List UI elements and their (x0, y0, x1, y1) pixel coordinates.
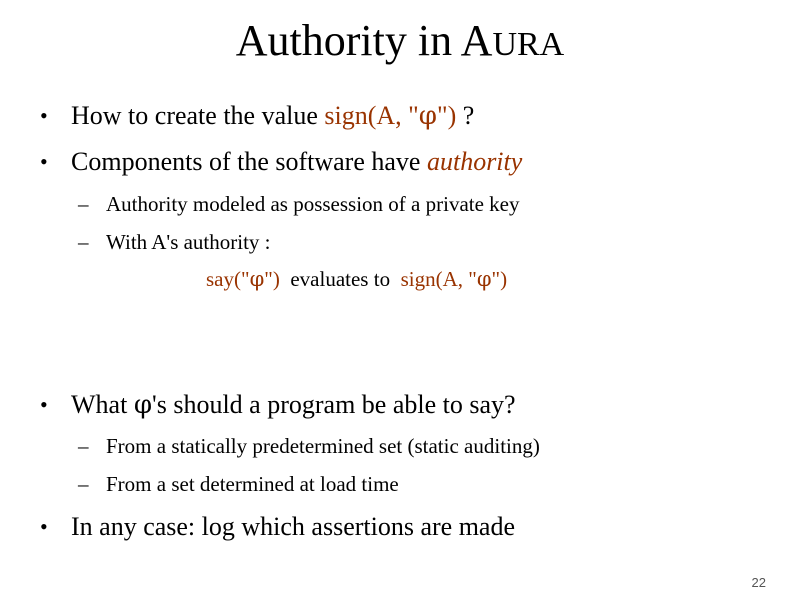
bullet-marker: • (40, 149, 48, 174)
dash-marker: – (78, 192, 89, 216)
bullet-text (71, 389, 516, 421)
bullet-text (71, 100, 474, 132)
bullet-2-text: Components of the software have (71, 147, 427, 176)
bullet-marker: • (40, 103, 48, 128)
phi-symbol: φ (418, 101, 437, 131)
phi-symbol: φ (249, 267, 265, 291)
sub-bullet-text: From a set determined at load time (106, 472, 399, 496)
say-open: say(" (206, 267, 250, 291)
bullet-1-suffix: ? (456, 101, 475, 130)
sign-open: sign(A, " (400, 267, 477, 291)
sub-bullet-text: With A's authority : (106, 230, 271, 254)
bullet-3-prefix: What (71, 390, 134, 419)
evaluates-to-text: evaluates to (279, 267, 401, 291)
dash-marker: – (78, 434, 89, 458)
phi-symbol: φ (476, 267, 492, 291)
dash-marker: – (78, 472, 89, 496)
authority-emphasis: authority (426, 147, 523, 176)
bullet-text (71, 146, 522, 178)
sign-expression (324, 101, 456, 130)
sub-bullet-text: Authority modeled as possession of a private key (106, 192, 520, 216)
title-aura-rest: URA (492, 26, 565, 63)
sign-open: sign(A, " (324, 101, 419, 130)
title-aura-initial: A (460, 16, 493, 65)
say-close: ") (264, 267, 280, 291)
sign-close: ") (437, 101, 457, 130)
bullet-text: In any case: log which assertions are made (71, 512, 516, 541)
sub-bullet-text: From a statically predetermined set (static auditing) (106, 434, 540, 458)
slide-title (0, 14, 800, 72)
bullet-1-text: How to create the value (71, 101, 325, 130)
dash-marker: – (78, 230, 89, 254)
phi-symbol: φ (133, 390, 153, 420)
bullet-3-suffix: 's should a program be able to say? (152, 390, 516, 419)
slide-number: 22 (751, 575, 766, 590)
title-prefix: Authority in (235, 16, 461, 65)
say-formula (206, 266, 507, 292)
bullet-marker: • (40, 392, 48, 417)
bullet-marker: • (40, 514, 48, 539)
say-expression (206, 267, 280, 291)
sign-close: ") (491, 267, 508, 291)
sign-expression (401, 267, 508, 291)
